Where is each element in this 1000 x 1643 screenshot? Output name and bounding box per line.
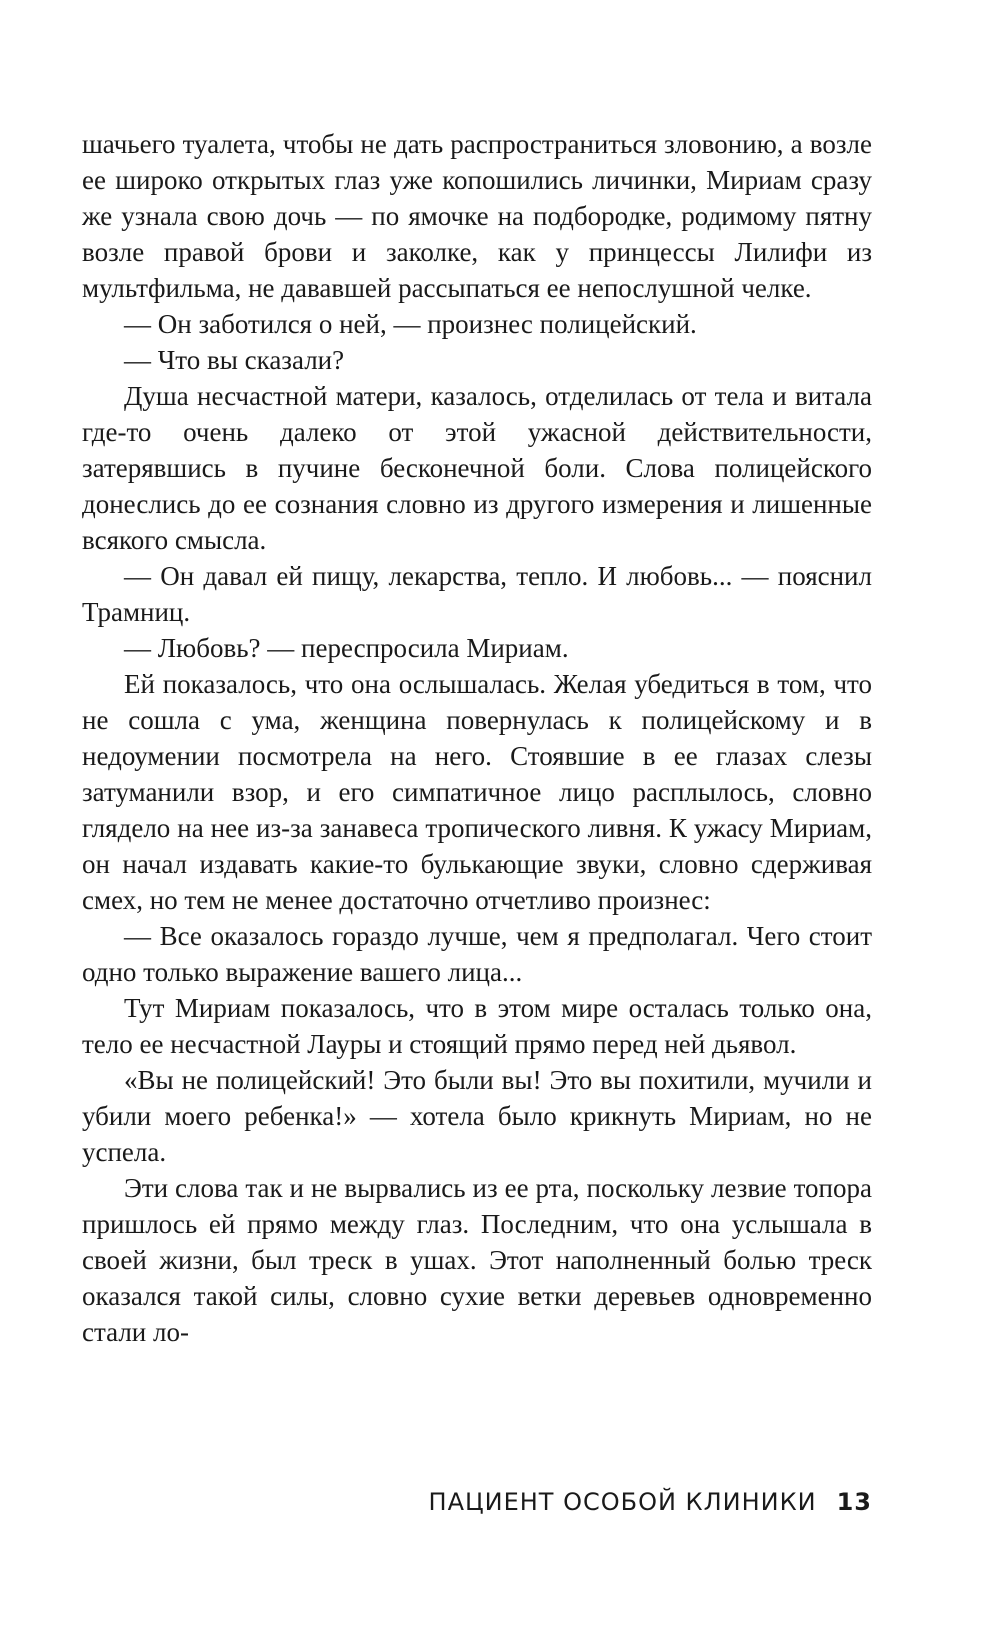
paragraph: Душа несчастной матери, казалось, отделилась от тела и витала где-то очень далеко от этой ужасной действительности, затерявшись в пучине бесконечной боли. Слова полицейского донеслись до ее сознания словно из другого измерения и лишенные всякого смысла. [82, 381, 872, 555]
dialogue-line: — Что вы сказали? [124, 345, 345, 375]
paragraph: Эти слова так и не вырвались из ее рта, поскольку лезвие топора пришлось ей прямо между глаз. Последним, что она услышала в своей жизни, был треск в ушах. Этот наполненный болью треск оказался такой силы, словно сухие ветки деревьев одновременно стали ло- [82, 1173, 872, 1347]
running-head: ПАЦИЕНТ ОСОБОЙ КЛИНИКИ [428, 1488, 817, 1516]
dialogue-line: — Он заботился о ней, — произнес полицейский. [124, 309, 697, 339]
dialogue-line: — Любовь? — переспросила Мириам. [124, 633, 569, 663]
paragraph: «Вы не полицейский! Это были вы! Это вы похитили, мучили и убили моего ребенка!» — хотела было крикнуть Мириам, но не успела. [82, 1065, 872, 1167]
dialogue-line: — Он давал ей пищу, лекарства, тепло. И любовь... — пояснил Трамниц. [82, 561, 872, 627]
page-footer [82, 1488, 872, 1516]
dialogue-line: — Все оказалось гораздо лучше, чем я предполагал. Чего стоит одно только выражение вашего лица... [82, 921, 872, 987]
body-text [82, 126, 872, 1350]
page-number: 13 [836, 1488, 872, 1516]
paragraph: Тут Мириам показалось, что в этом мире осталась только она, тело ее несчастной Лауры и стоящий прямо перед ней дьявол. [82, 993, 872, 1059]
paragraph-continuation: шачьего туалета, чтобы не дать распространиться зловонию, а возле ее широко открытых глаз уже копошились личинки, Мириам сразу же узнала свою дочь — по ямочке на подбородке, родимому пятну возле правой брови и заколке, как у принцессы Лилифи из мультфильма, не дававшей рассыпаться ее непослушной челке. [82, 129, 872, 303]
paragraph: Ей показалось, что она ослышалась. Желая убедиться в том, что не сошла с ума, женщина повернулась к полицейскому и в недоумении посмотрела на него. Стоявшие в ее глазах слезы затуманили взор, и его симпатичное лицо расплылось, словно глядело на нее из-за занавеса тропического ливня. К ужасу Мириам, он начал издавать какие-то булькающие звуки, словно сдерживая смех, но тем не менее достаточно отчетливо произнес: [82, 669, 872, 915]
